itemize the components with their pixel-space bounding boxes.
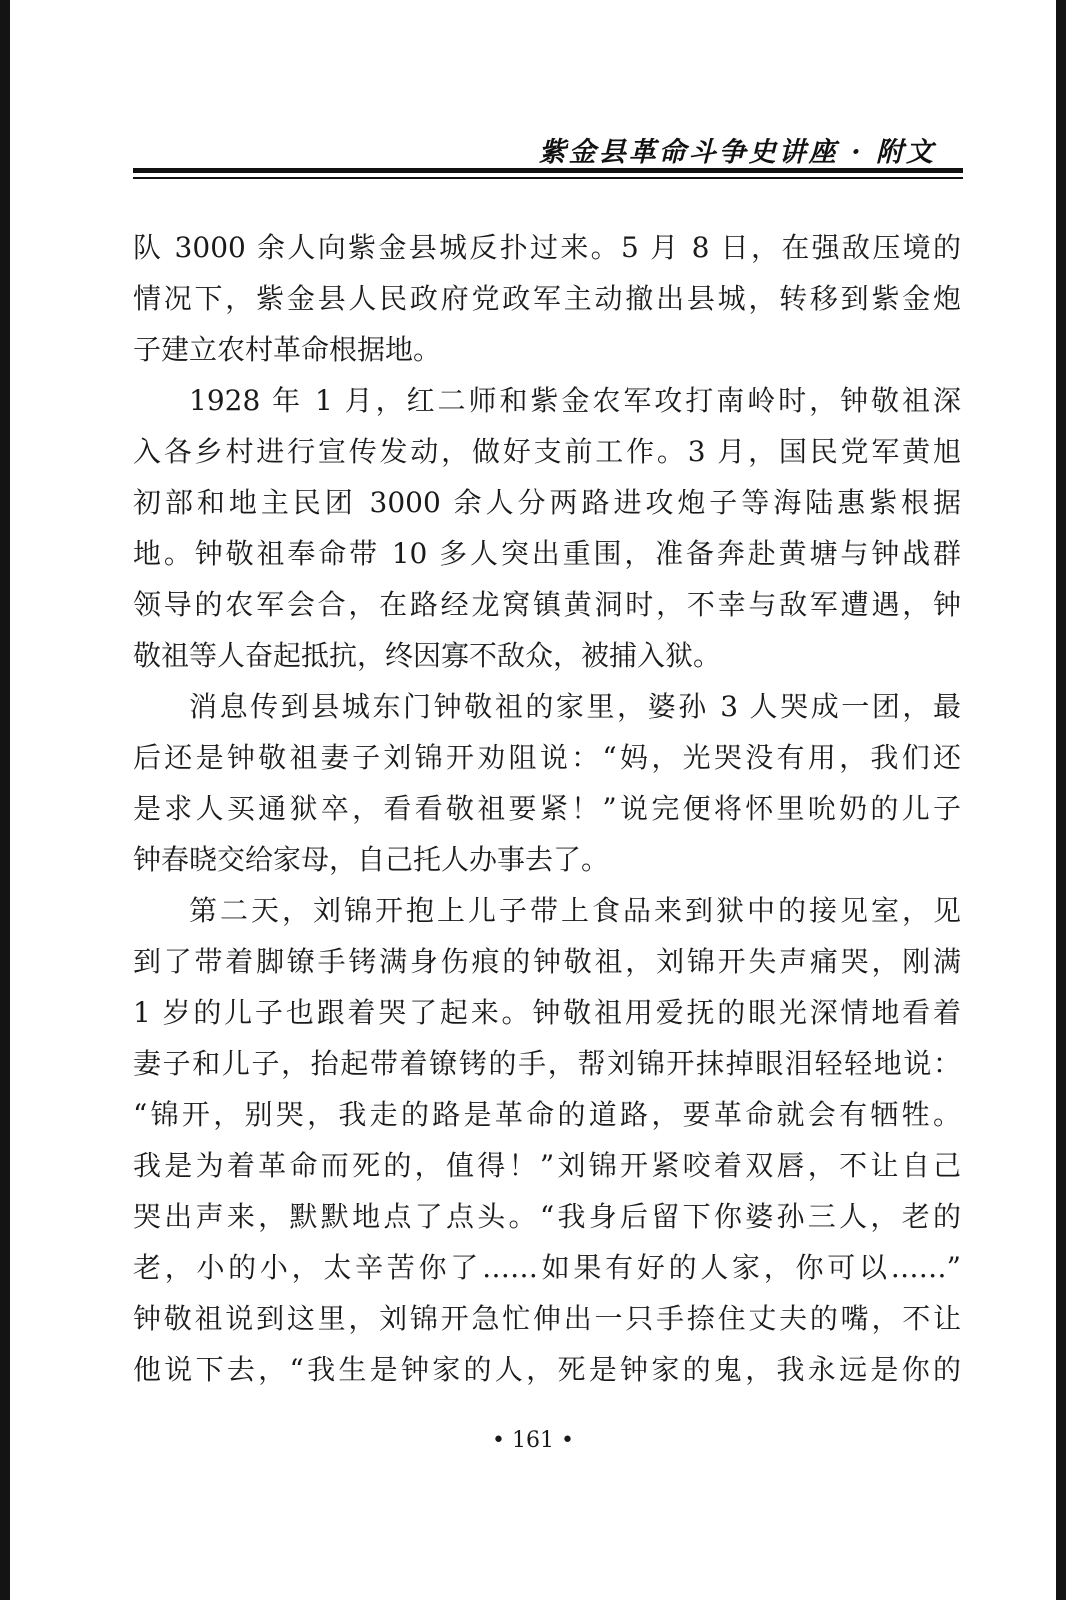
- text-line: 初部和地主民团 3000 余人分两路进攻炮子等海陆惠紫根据: [133, 486, 961, 519]
- text-line: 第二天，刘锦开抱上儿子带上食品来到狱中的接见室，见: [189, 894, 961, 927]
- scan-border-left: [0, 0, 10, 1600]
- text-line: 队 3000 余人向紫金县城反扑过来。5 月 8 日，在强敌压境的: [133, 231, 961, 264]
- running-header: 紫金县革命斗争史讲座 · 附文: [538, 137, 936, 168]
- text-line: 老，小的小，太辛苦你了……如果有好的人家，你可以……”: [133, 1251, 961, 1284]
- page-number: • 161 •: [492, 1428, 574, 1453]
- header-rule-thick: [133, 168, 963, 173]
- text-line: “锦开，别哭，我走的路是革命的道路，要革命就会有牺牲。: [133, 1098, 961, 1131]
- text-line: 情况下，紫金县人民政府党政军主动撤出县城，转移到紫金炮: [133, 282, 961, 315]
- scan-border-right: [1056, 0, 1066, 1600]
- text-line: 1 岁的儿子也跟着哭了起来。钟敬祖用爱抚的眼光深情地看着: [133, 996, 961, 1029]
- text-line: 入各乡村进行宣传发动，做好支前工作。3 月，国民党军黄旭: [133, 435, 961, 468]
- header-rule-thin: [133, 177, 963, 179]
- body-text: [133, 222, 961, 1395]
- text-line: 消息传到县城东门钟敬祖的家里，婆孙 3 人哭成一团，最: [189, 690, 961, 723]
- text-line: 1928 年 1 月，红二师和紫金农军攻打南岭时，钟敬祖深: [189, 384, 961, 417]
- text-line: 妻子和儿子，抬起带着镣铐的手，帮刘锦开抹掉眼泪轻轻地说：: [133, 1047, 961, 1080]
- text-line: 子建立农村革命根据地。: [133, 333, 442, 366]
- text-line: 他说下去，“我生是钟家的人，死是钟家的鬼，我永远是你的: [133, 1353, 961, 1386]
- text-line: 敬祖等人奋起抵抗，终因寡不敌众，被捕入狱。: [133, 639, 722, 672]
- text-line: 后还是钟敬祖妻子刘锦开劝阻说：“妈，光哭没有用，我们还: [133, 741, 961, 774]
- text-line: 是求人买通狱卒，看看敬祖要紧！”说完便将怀里吮奶的儿子: [133, 792, 961, 825]
- text-line: 钟春晓交给家母，自己托人办事去了。: [133, 843, 610, 876]
- text-line: 我是为着革命而死的，值得！”刘锦开紧咬着双唇，不让自己: [133, 1149, 961, 1182]
- text-line: 到了带着脚镣手铐满身伤痕的钟敬祖，刘锦开失声痛哭，刚满: [133, 945, 961, 978]
- text-line: 领导的农军会合，在路经龙窝镇黄洞时，不幸与敌军遭遇，钟: [133, 588, 961, 621]
- text-line: 钟敬祖说到这里，刘锦开急忙伸出一只手捺住丈夫的嘴，不让: [133, 1302, 961, 1335]
- text-line: 哭出声来，默默地点了点头。“我身后留下你婆孙三人，老的: [133, 1200, 961, 1233]
- text-line: 地。钟敬祖奉命带 10 多人突出重围，准备奔赴黄塘与钟战群: [133, 537, 961, 570]
